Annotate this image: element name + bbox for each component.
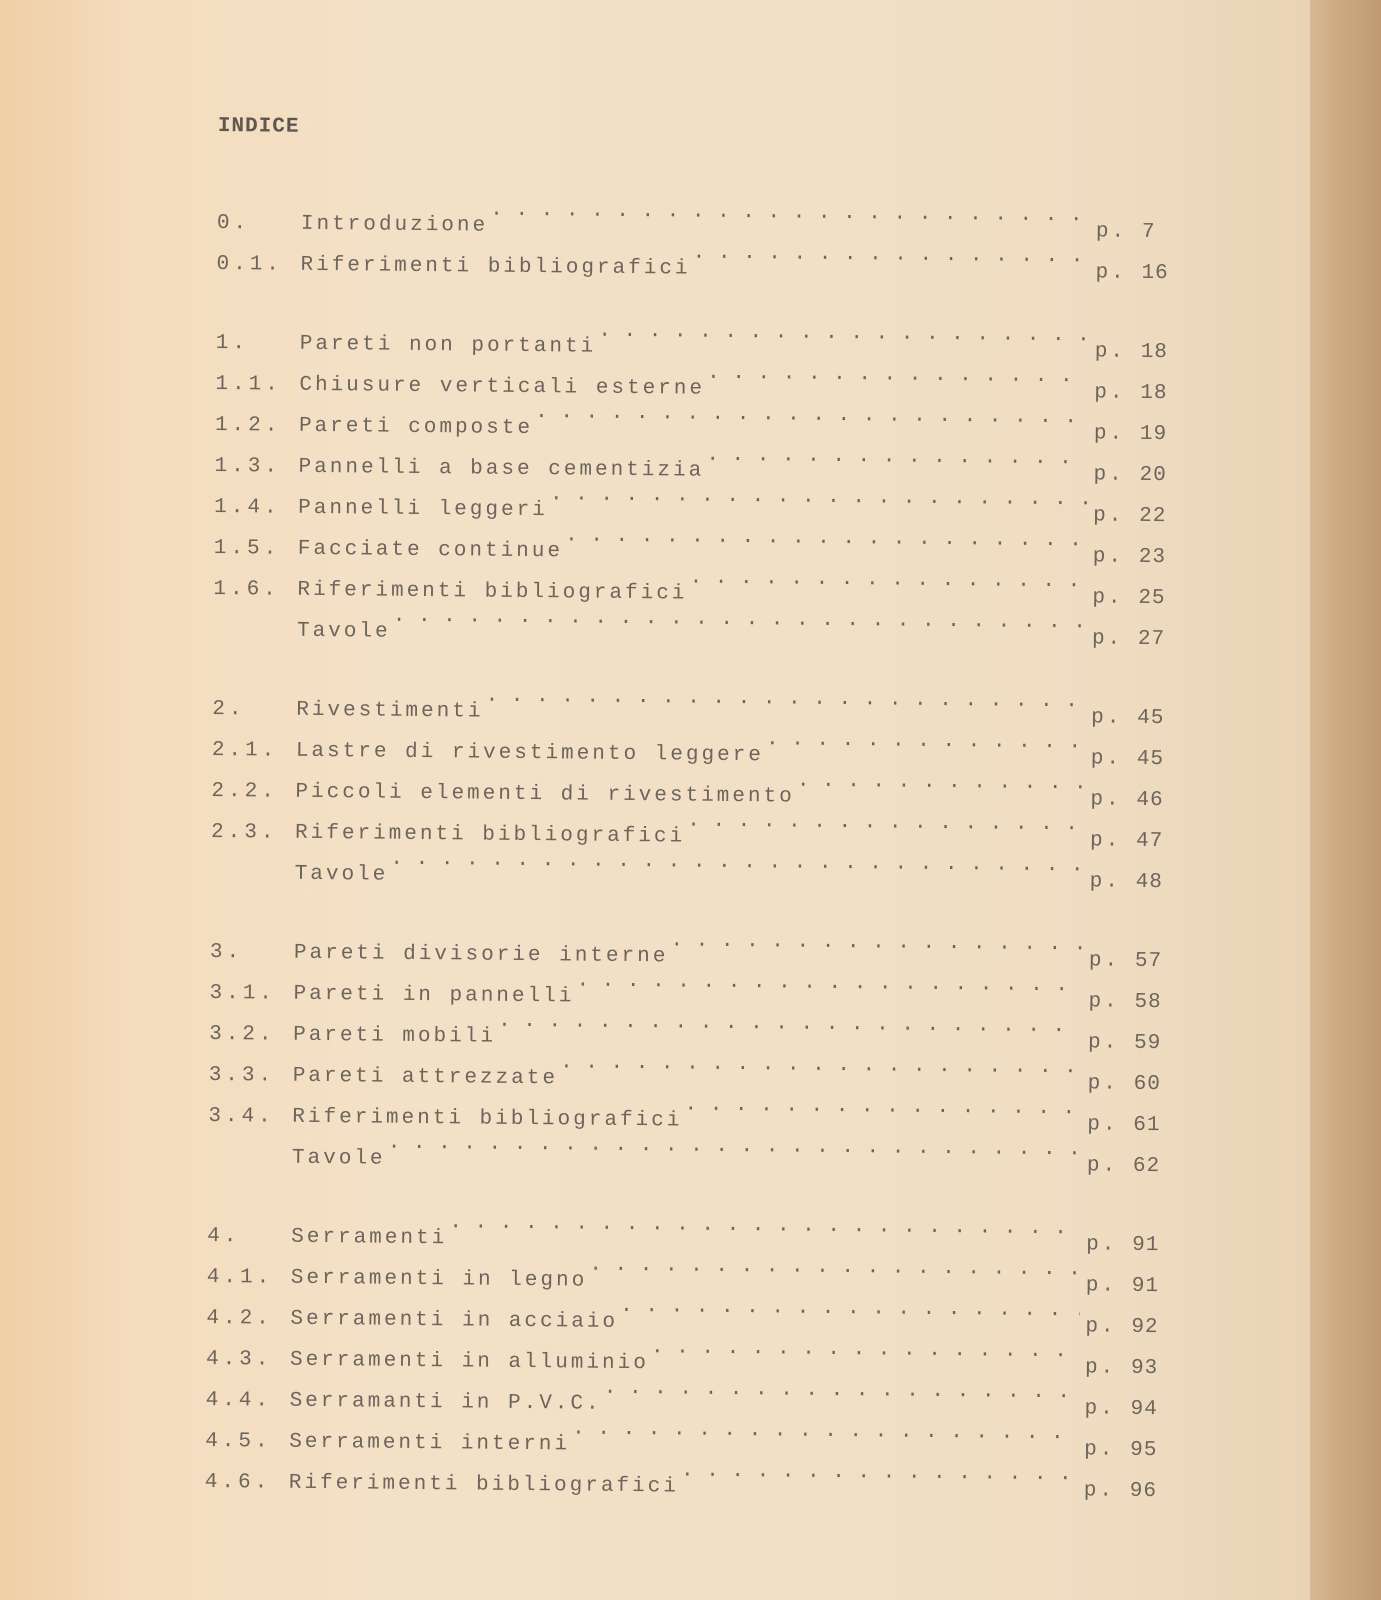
entry-number: 3.2. (209, 1022, 276, 1047)
entry-title: Serramanti in P.V.C. (289, 1389, 602, 1416)
page-prefix: p. (1086, 1154, 1119, 1178)
entry-page-number: 61 (1133, 1113, 1161, 1138)
entry-number: 2.2. (211, 779, 279, 804)
entry-title: Pareti mobili (293, 1023, 497, 1049)
entry-title: Lastre di rivestimento leggere (295, 739, 765, 768)
table-of-contents (204, 112, 1183, 1504)
entry-title: Serramenti in alluminio (289, 1348, 649, 1376)
entry-page-number: 91 (1132, 1233, 1160, 1258)
dot-leader (485, 676, 1085, 723)
toc-section (210, 673, 1178, 895)
page-prefix: p. (1095, 220, 1128, 244)
page-prefix: p. (1092, 545, 1125, 569)
page-prefix: p. (1091, 627, 1124, 651)
entry-number: 1.1. (215, 372, 282, 397)
entry-number: 4.5. (205, 1429, 272, 1454)
toc-entry[interactable] (215, 307, 1181, 365)
entry-page-number: 25 (1138, 586, 1166, 611)
dot-leader (498, 1001, 1083, 1048)
entry-page-number: 18 (1140, 381, 1168, 406)
entry-page-number: 60 (1133, 1072, 1162, 1097)
entry-page-number: 57 (1134, 949, 1163, 974)
dot-leader (651, 1327, 1080, 1372)
dot-leader (598, 311, 1089, 357)
page-prefix: p. (1087, 1031, 1120, 1055)
entry-title: Serramenti interni (289, 1430, 571, 1457)
entry-number: 1.5. (213, 536, 281, 561)
toc-entry[interactable] (216, 187, 1182, 245)
entry-number: 1.6. (213, 577, 280, 602)
entry-page-number: 23 (1138, 545, 1167, 570)
toc-section (208, 916, 1175, 1179)
entry-page-number: 45 (1137, 706, 1165, 731)
entry-number: 3.3. (208, 1063, 276, 1088)
page-prefix: p. (1093, 504, 1125, 528)
entry-title: Riferimenti bibliografici (292, 1105, 683, 1133)
page-prefix: p. (1085, 1274, 1118, 1298)
toc-entry[interactable] (207, 1200, 1172, 1258)
entry-page-number: 59 (1133, 1031, 1162, 1056)
entry-number: 0.1. (216, 252, 284, 277)
entry-title: Serramenti (291, 1225, 448, 1251)
dot-leader (689, 558, 1086, 603)
entry-title: Pareti non portanti (299, 332, 597, 359)
page-prefix: p. (1089, 829, 1122, 853)
page-prefix: p. (1093, 422, 1126, 446)
entry-page-number: 47 (1135, 829, 1164, 854)
page-prefix: p. (1084, 1438, 1116, 1462)
entry-number (213, 635, 297, 636)
dot-leader (766, 719, 1085, 763)
entry-page-number: 16 (1141, 261, 1169, 286)
page-prefix: p. (1088, 990, 1120, 1014)
page-prefix: p. (1092, 586, 1124, 610)
toc-section (204, 1200, 1173, 1504)
page-prefix: p. (1089, 870, 1121, 894)
entry-title: Tavole (296, 619, 391, 644)
page-prefix: p. (1095, 261, 1127, 285)
entry-number: 1.3. (214, 454, 282, 479)
entry-page-number: 46 (1136, 788, 1164, 813)
page-prefix: p. (1085, 1315, 1117, 1339)
entry-page-number: 93 (1130, 1356, 1159, 1381)
dot-leader (388, 1123, 1082, 1171)
entry-number: 0. (216, 211, 251, 236)
page-prefix: p. (1086, 1233, 1118, 1257)
page-prefix: p. (1094, 381, 1126, 405)
entry-title: Pareti composte (298, 414, 534, 441)
entry-title: Facciate continue (297, 537, 564, 564)
dot-leader (576, 960, 1083, 1006)
entry-number: 2.3. (210, 820, 278, 845)
entry-number: 1. (215, 331, 250, 356)
dot-leader (706, 435, 1088, 480)
dot-leader (535, 392, 1088, 438)
page-title: INDICE (217, 114, 300, 139)
page-prefix: p. (1084, 1356, 1117, 1380)
entry-title: Riferimenti bibliografici (297, 578, 688, 606)
entry-title: Riferimenti bibliografici (288, 1471, 679, 1499)
dot-leader (390, 839, 1084, 887)
entry-page-number: 92 (1131, 1315, 1159, 1340)
entry-title: Pannelli a base cementizia (298, 455, 705, 483)
toc-section (213, 307, 1181, 652)
book-page-edge (1310, 0, 1381, 1600)
entry-number: 4.1. (206, 1265, 274, 1290)
entry-number: 3. (209, 940, 244, 965)
entry-title: Pannelli leggeri (298, 496, 548, 523)
dot-leader (572, 1408, 1079, 1454)
page-prefix: p. (1087, 1113, 1119, 1137)
dot-leader (393, 596, 1087, 644)
entry-page-number: 96 (1129, 1479, 1158, 1504)
entry-number (208, 1162, 292, 1163)
toc-entry[interactable] (212, 673, 1177, 731)
dot-leader (565, 515, 1087, 561)
entry-title: Tavole (291, 1146, 386, 1171)
entry-number: 2. (212, 697, 246, 722)
dot-leader (797, 761, 1085, 805)
dot-leader (681, 1451, 1078, 1496)
entry-title: Riferimenti bibliografici (294, 821, 686, 849)
entry-page-number: 48 (1135, 870, 1163, 895)
entry-title: Rivestimenti (296, 698, 484, 724)
entry-title: Piccoli elementi di rivestimento (295, 780, 795, 809)
entry-number: 1.2. (214, 413, 282, 438)
entry-title: Tavole (294, 862, 389, 887)
dot-leader (560, 1042, 1082, 1088)
entry-title: Serramenti in acciaio (290, 1307, 619, 1334)
page-prefix: p. (1090, 747, 1123, 771)
entry-page-number: 45 (1136, 747, 1165, 772)
entry-number: 4.6. (204, 1470, 272, 1495)
entry-page-number: 18 (1140, 340, 1169, 365)
dot-leader (604, 1368, 1079, 1414)
entry-page-number: 19 (1139, 422, 1168, 447)
dot-leader (693, 233, 1090, 278)
page-prefix: p. (1088, 949, 1121, 973)
entry-title: Serramenti in legno (290, 1266, 588, 1293)
entry-page-number: 91 (1131, 1274, 1160, 1299)
entry-number (211, 878, 295, 879)
toc-entry[interactable] (209, 916, 1175, 974)
entry-number: 4. (207, 1224, 241, 1249)
page-prefix: p. (1084, 1397, 1116, 1421)
dot-leader (490, 190, 1090, 237)
dot-leader (670, 920, 1083, 965)
entry-page-number: 94 (1130, 1397, 1158, 1422)
dot-leader (550, 474, 1088, 520)
entry-number: 4.3. (205, 1347, 273, 1372)
entry-page-number: 62 (1132, 1154, 1161, 1179)
entry-number: 2.1. (211, 738, 279, 763)
entry-title: Chiusure verticali esterne (299, 373, 706, 401)
entry-number: 3.1. (209, 981, 277, 1006)
dot-leader (684, 1085, 1081, 1130)
page-prefix: p. (1087, 1072, 1120, 1096)
entry-title: Introduzione (300, 212, 489, 238)
entry-title: Pareti in pannelli (293, 982, 575, 1009)
entry-title: Pareti attrezzate (292, 1064, 559, 1091)
entry-page-number: 20 (1139, 463, 1167, 488)
entry-title: Pareti divisorie interne (293, 941, 669, 969)
dot-leader (707, 353, 1089, 398)
entry-page-number: 27 (1137, 627, 1166, 652)
dot-leader (589, 1245, 1080, 1291)
entry-title: Riferimenti bibliografici (300, 253, 691, 281)
entry-number: 1.4. (214, 495, 281, 520)
dot-leader (449, 1202, 1080, 1249)
entry-page-number: 7 (1141, 220, 1156, 245)
page-prefix: p. (1091, 706, 1123, 730)
toc-section (216, 187, 1182, 286)
dot-leader (687, 801, 1084, 846)
page-prefix: p. (1094, 340, 1127, 364)
page-prefix: p. (1090, 788, 1122, 812)
entry-number: 3.4. (208, 1104, 275, 1129)
entry-page-number: 22 (1139, 504, 1167, 529)
entry-number: 4.2. (206, 1306, 273, 1331)
page-prefix: p. (1083, 1479, 1116, 1503)
entry-page-number: 58 (1134, 990, 1162, 1015)
entry-page-number: 95 (1130, 1438, 1158, 1463)
entry-number: 4.4. (205, 1388, 273, 1413)
dot-leader (620, 1286, 1080, 1331)
page-prefix: p. (1093, 463, 1125, 487)
toc-sections (204, 187, 1182, 1504)
